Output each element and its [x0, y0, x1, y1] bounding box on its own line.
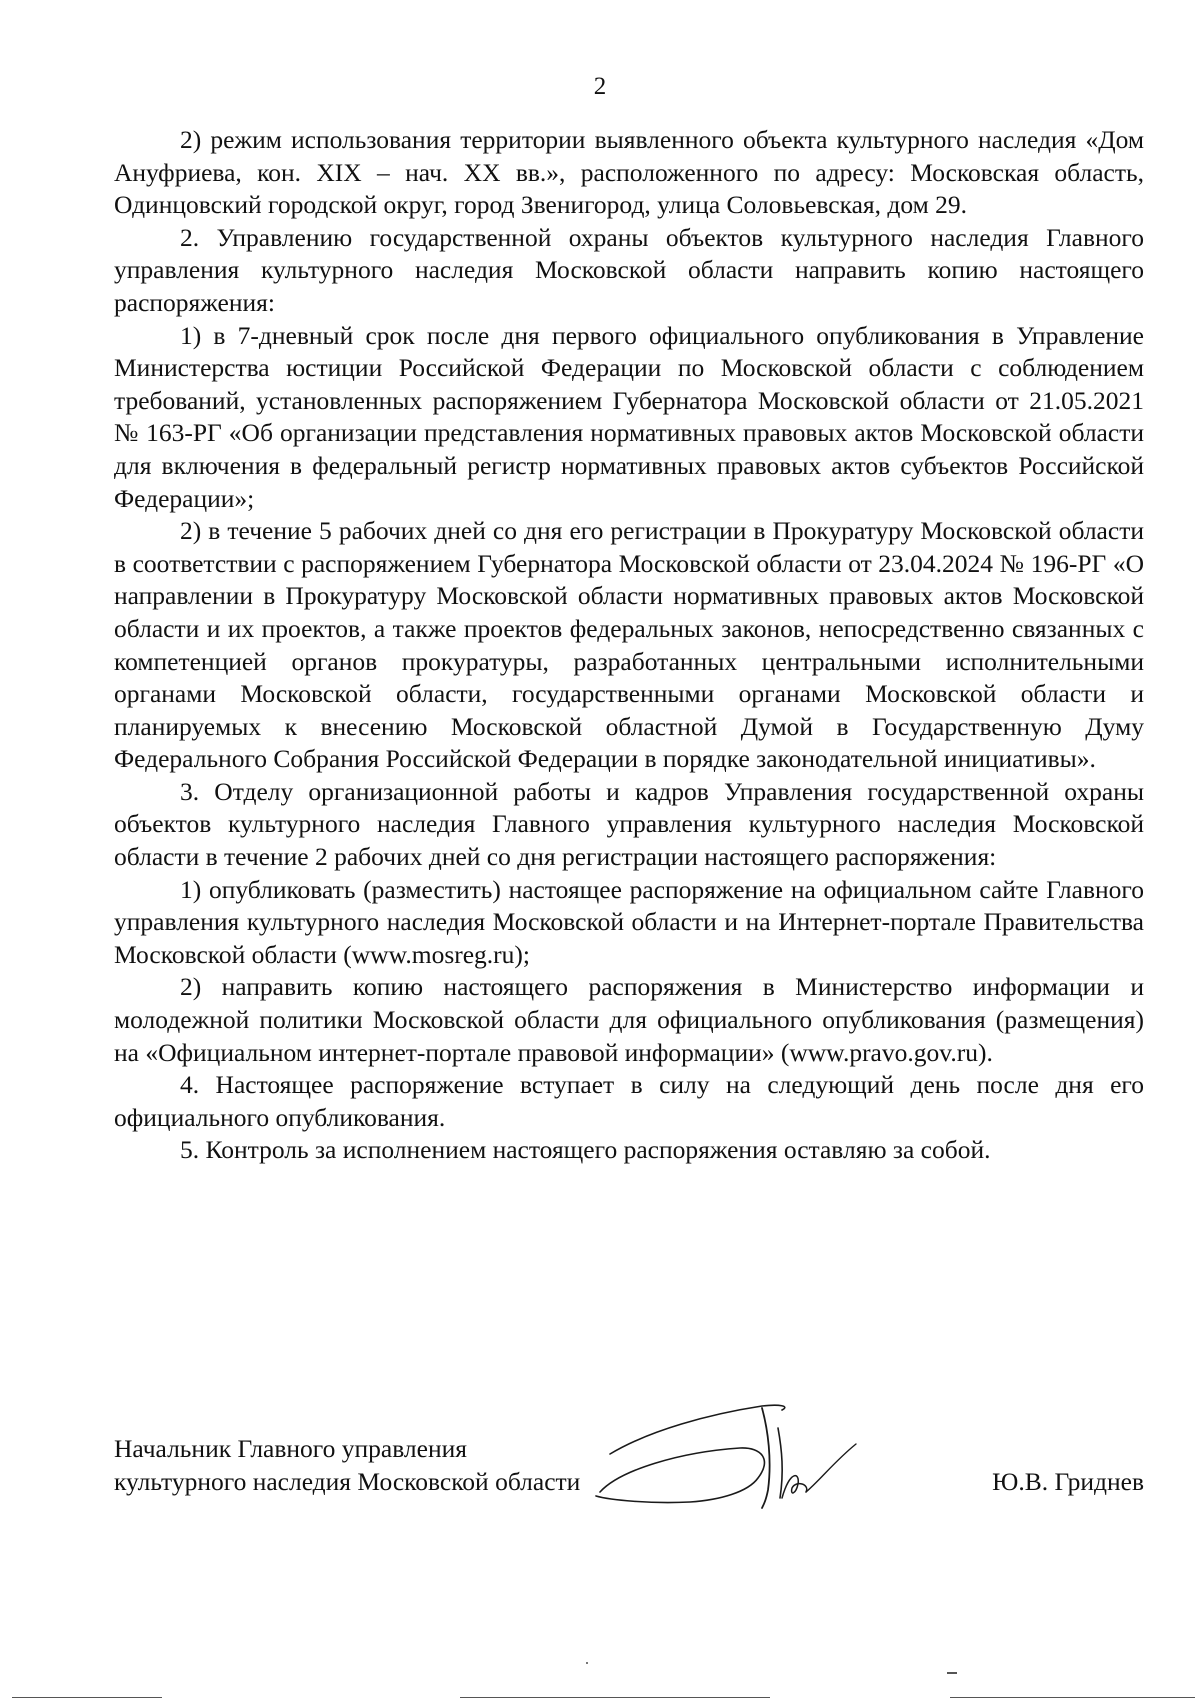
scan-line-left	[12, 1697, 162, 1698]
signatory-name: Ю.В. Гриднев	[992, 1467, 1144, 1496]
paragraph-subitem-3-2: 2) направить копию настоящего распоряжения в Министерство информации и молодежной политики Московской области для официального опубликования (размещения) на «Официальном интернет-портале правовой информации» (www.pravo.gov.ru).	[114, 972, 1144, 1067]
scan-dot-center	[586, 1662, 588, 1664]
signatory-position-line-2: культурного наследия Московской области	[114, 1467, 581, 1496]
paragraph-subitem-3-1: 1) опубликовать (разместить) настоящее распоряжение на официальном сайте Главного управления культурного наследия Московской области и на Интернет-портале Правительства Московской области (www.mosreg.ru);	[114, 874, 1144, 969]
signature-block	[114, 1432, 1144, 1512]
scan-dash-right	[947, 1672, 957, 1674]
paragraph-item-2-regime: 2) режим использования территории выявленного объекта культурного наследия «Дом Ануфриева, кон. XIX – нач. XX вв.», расположенного по адресу: Московская область, Одинцовский городской округ, город Звенигород, улица Соловьевская, дом 29.	[114, 125, 1144, 220]
scan-line-center	[460, 1697, 770, 1698]
document-body	[114, 124, 1144, 1167]
paragraph-point-3: 3. Отделу организационной работы и кадров Управления государственной охраны объектов культурного наследия Главного управления культурного наследия Московской области в течение 2 рабочих дней со дня регистрации настоящего распоряжения:	[114, 776, 1144, 872]
paragraph-subitem-2-1: 1) в 7-дневный срок после дня первого официального опубликования в Управление Министерства юстиции Российской Федерации по Московской области с соблюдением требований, установленных распоряжением Губернатора Московской области от 21.05.2021 № 163-РГ «Об организации представления нормативных правовых актов Московской области для включения в федеральный регистр нормативных правовых актов субъектов Российской Федерации»;	[114, 320, 1144, 513]
paragraph-point-4: 4. Настоящее распоряжение вступает в силу на следующий день после дня его официального опубликования.	[114, 1070, 1144, 1132]
paragraph-subitem-2-2: 2) в течение 5 рабочих дней со дня его регистрации в Прокуратуру Московской области в соответствии с распоряжением Губернатора Московской области от 23.04.2024 № 196-РГ «О направлении в Прокуратуру Московской области нормативных правовых актов Московской области и их проектов, а также проектов федеральных законов, непосредственно связанных с компетенцией органов прокуратуры, разработанных центральными исполнительными органами Московской области, государственными органами Московской области и планируемых к внесению Московской областной Думой в Государственную Думу Федерального Собрания Российской Федерации в порядке законодательной инициативы».	[114, 516, 1144, 774]
scan-line-right	[950, 1697, 1195, 1698]
paragraph-point-5: 5. Контроль за исполнением настоящего распоряжения оставляю за собой.	[180, 1135, 991, 1165]
page-number: 2	[593, 73, 607, 100]
signatory-position	[114, 1432, 674, 1498]
signatory-position-line-1: Начальник Главного управления	[114, 1434, 467, 1463]
paragraph-point-2: 2. Управлению государственной охраны объектов культурного наследия Главного управления культурного наследия Московской области направить копию настоящего распоряжения:	[114, 222, 1144, 317]
